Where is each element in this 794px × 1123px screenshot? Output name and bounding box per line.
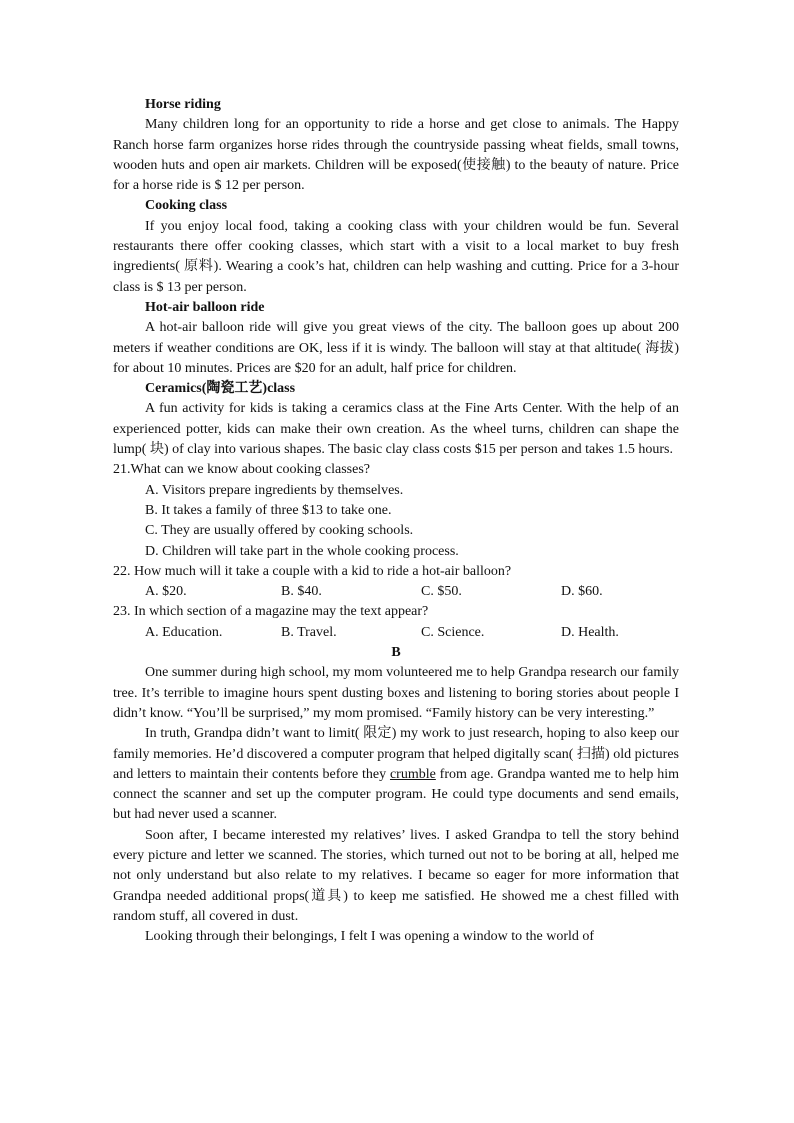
question-21-option-b: B. It takes a family of three $13 to take one. bbox=[145, 502, 392, 518]
paragraph-2-text-after: from age. Grandpa wanted me to help him connect the scanner and set up the computer program. He could type documents and send emails, but had never used a scanner. bbox=[113, 766, 679, 823]
underlined-word-crumble: crumble bbox=[389, 766, 436, 782]
horse-riding-heading: Horse riding bbox=[145, 97, 221, 112]
question-22-option-b: B. $40. bbox=[281, 584, 322, 600]
passage-b-paragraph-2 bbox=[113, 724, 679, 825]
balloon-ride-paragraph: A hot-air balloon ride will give you great views of the city. The balloon goes up about 200 meters if weather conditions are OK, less if it is windy. The balloon will stay at that altitude( 海拔) for about 10 minutes. Prices are $20 for an adult, half price for children. bbox=[113, 320, 679, 376]
question-22-option-d: D. $60. bbox=[561, 584, 603, 600]
cooking-class-heading: Cooking class bbox=[145, 198, 228, 214]
question-22-option-c: C. $50. bbox=[421, 584, 462, 600]
question-21-stem: 21.What can we know about cooking classes? bbox=[113, 462, 370, 478]
ceramics-class-paragraph: A fun activity for kids is taking a ceramics class at the Fine Arts Center. With the help of an experienced potter, kids can make their own creation. As the wheel turns, children can shape the lump( 块) of clay into various shapes. The basic clay class costs $15 per person and takes 1.5 hours. bbox=[113, 401, 679, 458]
horse-riding-paragraph: Many children long for an opportunity to ride a horse and get close to animals. The Happy Ranch horse farm organizes horse rides through the countryside passing wheat fields, small towns, wooden huts and open air markets. Children will be exposed(使接触) to the beauty of nature. Price for a horse ride is $ 12 per person. bbox=[113, 117, 679, 194]
passage-b-paragraph-3: Soon after, I became interested my relatives’ lives. I asked Grandpa to tell the story behind every picture and letter we scanned. The stories, which turned out not to be boring at all, helped me not only understand but also relate to my relatives. I became so eager for more information that Grandpa needed additional props(道具) to keep me satisfied. He showed me a chest filled with random stuff, all covered in dust. bbox=[113, 827, 679, 924]
question-23-stem: 23. In which section of a magazine may the text appear? bbox=[113, 604, 429, 620]
question-21-option-d: D. Children will take part in the whole cooking process. bbox=[145, 543, 459, 559]
passage-b-paragraph-4: Looking through their belongings, I felt I was opening a window to the world of bbox=[145, 929, 595, 945]
cooking-class-paragraph: If you enjoy local food, taking a cooking class with your children would be fun. Several restaurants there offer cooking classes, which start with a visit to a local market to buy fresh ingredients( 原料). Wearing a cook’s hat, children can help washing and cutting. Price for a 3-hour class is $ 13 per person. bbox=[113, 218, 679, 295]
question-22-option-a: A. $20. bbox=[145, 584, 187, 600]
passage-b-paragraph-1: One summer during high school, my mom volunteered me to help Grandpa research our family tree. It’s terrible to imagine hours spent dusting boxes and listening to boring stories about people I didn’t know. “You’ll be surprised,” my mom promised. “Family history can be very interesting.” bbox=[113, 665, 679, 721]
question-23-option-d: D. Health. bbox=[561, 624, 619, 640]
ceramics-class-heading: Ceramics(陶瓷工艺)class bbox=[145, 381, 296, 397]
question-23-option-c: C. Science. bbox=[421, 624, 485, 640]
question-22-stem: 22. How much will it take a couple with a kid to ride a hot-air balloon? bbox=[113, 563, 512, 579]
question-23-options bbox=[145, 623, 679, 643]
question-23-option-a: A. Education. bbox=[145, 624, 223, 640]
balloon-ride-heading: Hot-air balloon ride bbox=[145, 299, 265, 315]
passage-b-label: B bbox=[391, 645, 401, 661]
question-22-options bbox=[145, 582, 679, 602]
question-23-option-b: B. Travel. bbox=[281, 624, 337, 640]
question-21-option-c: C. They are usually offered by cooking schools. bbox=[145, 523, 414, 539]
paragraph-2-text-before: In truth, Grandpa didn’t want to limit( 限定) my work to just research, hoping to also keep our family memories. He’d discovered a computer program that helped digitally scan( 扫描) old pictures and letters to maintain their contents before they bbox=[113, 726, 679, 782]
document-page bbox=[113, 95, 679, 947]
question-21-option-a: A. Visitors prepare ingredients by themselves. bbox=[145, 482, 404, 498]
